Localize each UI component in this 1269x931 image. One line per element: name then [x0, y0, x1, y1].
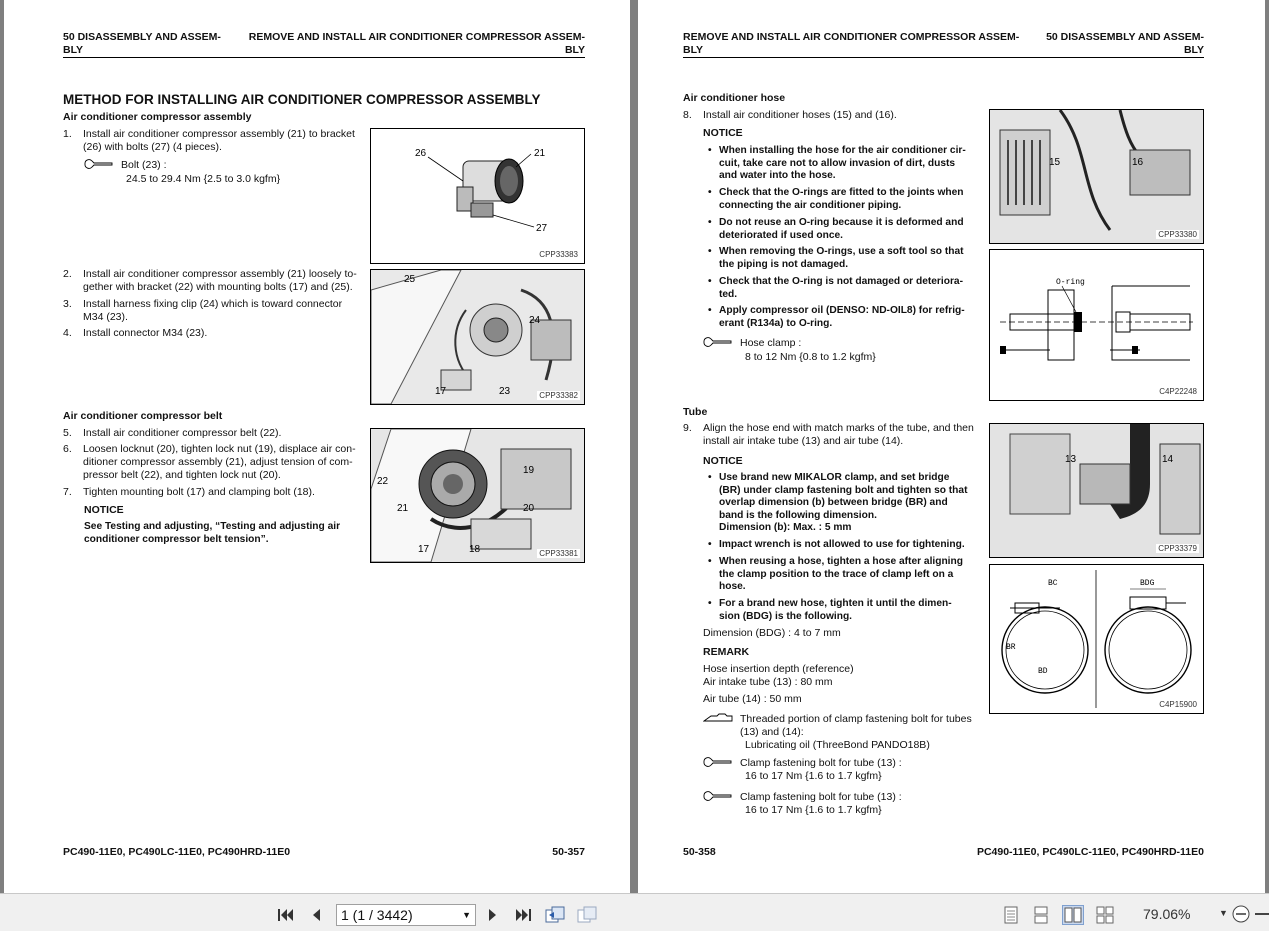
- bullet-text: erant (R134a) to O-ring.: [719, 317, 833, 329]
- bullet-text: sion (BDG) is the following.: [719, 610, 852, 622]
- fig7-label: BD: [1038, 667, 1048, 676]
- section-title-compressor-belt: Air conditioner compressor belt: [63, 410, 223, 422]
- compressor-illustration: [371, 129, 584, 263]
- step-text: gether with bracket (22) with mounting bolts (17) and (25).: [83, 281, 353, 293]
- step-text: ditioner compressor assembly (21), adjust tension of com-: [83, 456, 353, 468]
- wrench-torque-icon: [703, 337, 733, 347]
- step-number: 5.: [63, 427, 72, 439]
- page-left: [4, 0, 630, 893]
- remark-text: [703, 663, 854, 706]
- step-number: 2.: [63, 268, 72, 280]
- fig7-label: BC: [1048, 579, 1058, 588]
- step-number: 3.: [63, 298, 72, 310]
- wrench-torque-icon: [84, 159, 114, 169]
- bullet-text: (BR) under clamp fastening bolt and tighten so that: [719, 484, 968, 496]
- header-right-line2: BLY: [564, 44, 585, 56]
- footer-page-number: 50-357: [552, 846, 585, 858]
- remark-line: Hose insertion depth (reference): [703, 663, 854, 675]
- fig2-label: 25: [404, 274, 416, 285]
- zoom-slider[interactable]: [1255, 913, 1269, 915]
- step-number: 6.: [63, 443, 72, 455]
- notice-text-line: See Testing and adjusting, “Testing and adjusting air: [84, 521, 341, 532]
- fig3-label: 19: [523, 465, 535, 476]
- fig2-label: 17: [435, 386, 447, 397]
- continuous-facing-icon: [1096, 906, 1114, 924]
- step-text: M34 (23).: [83, 311, 128, 323]
- bullet-text: overlap dimension (b) between bridge (BR) and: [719, 497, 948, 508]
- step-text: (26) with bolts (27) (4 pieces).: [83, 141, 222, 153]
- first-page-icon: [277, 907, 295, 923]
- zoom-out-icon: [1231, 904, 1251, 924]
- back-view-button[interactable]: [544, 904, 568, 926]
- figure-code: CPP33379: [1158, 544, 1197, 553]
- bullet-text: the piping is not damaged.: [719, 258, 849, 270]
- bullet-text: deteriorated if used once.: [719, 229, 843, 241]
- step-text: Install harness fixing clip (24) which is toward connector: [83, 298, 343, 310]
- fig1-label: 26: [415, 148, 427, 159]
- notice-label: NOTICE: [703, 455, 743, 467]
- last-page-icon: [514, 907, 532, 923]
- figure-compressor-belt: [370, 428, 585, 563]
- bullet-text: band is the following dimension.: [719, 509, 877, 521]
- lubricant-line: Lubricating oil (ThreeBond PANDO18B): [745, 739, 930, 751]
- step-text: Install air conditioner compressor assembly (21) to bracket: [83, 128, 355, 140]
- step-text: install air intake tube (13) and air tube (14).: [703, 435, 904, 447]
- facing-view-button[interactable]: [1062, 905, 1084, 925]
- step-text: Tighten mounting bolt (17) and clamping bolt (18).: [83, 486, 315, 498]
- lubricant-line: (13) and (14):: [740, 726, 804, 738]
- fig4-label: 16: [1132, 157, 1144, 168]
- section-title-tube: Tube: [683, 406, 708, 418]
- fig7-label: BDG: [1140, 579, 1155, 588]
- header-left-line1: REMOVE AND INSTALL AIR CONDITIONER COMPRESSOR ASSEM-: [683, 31, 1020, 43]
- clamp-value: 16 to 17 Nm {1.6 to 1.7 kgfm}: [745, 770, 882, 782]
- bullet-text: When removing the O-rings, use a soft tool so that: [719, 246, 964, 257]
- oil-can-icon: [703, 713, 733, 723]
- bullet-text: the clamp position to the trace of clamp left on a: [719, 568, 954, 580]
- fig3-label: 20: [523, 503, 535, 514]
- bullet-text: hose.: [719, 581, 746, 592]
- dimension-bdg: Dimension (BDG) : 4 to 7 mm: [703, 627, 841, 639]
- bullet-text: Check that the O-rings are fitted to the joints when: [719, 187, 964, 198]
- wrench-torque-icon: [703, 757, 733, 767]
- section-title-ac-hose: Air conditioner hose: [683, 92, 786, 104]
- wrench-torque-icon: [703, 791, 733, 801]
- figure-code: CPP33380: [1158, 230, 1197, 239]
- fig2-label: 23: [499, 386, 511, 397]
- step-number: 9.: [683, 422, 692, 434]
- page-indicator: 1 (1 / 3442): [341, 907, 413, 923]
- step-number: 1.: [63, 128, 72, 140]
- step-number: 7.: [63, 486, 72, 498]
- zoom-out-button[interactable]: [1231, 904, 1251, 929]
- lubricant-line: Threaded portion of clamp fastening bolt for tubes: [740, 713, 972, 725]
- figure-ac-hoses: [989, 109, 1204, 244]
- forward-view-button[interactable]: [576, 904, 600, 926]
- header-left: [63, 31, 221, 57]
- fig6-label: 14: [1162, 454, 1174, 465]
- fig3-label: 21: [397, 503, 409, 514]
- fig1-label: 21: [534, 148, 546, 159]
- figure-bracket-mounting: [370, 269, 585, 405]
- footer-page-number: 50-358: [683, 846, 716, 858]
- prev-page-button[interactable]: [304, 904, 328, 926]
- clamp-value: 16 to 17 Nm {1.6 to 1.7 kgfm}: [745, 804, 882, 816]
- figure-code: C4P15900: [1159, 700, 1197, 709]
- fig1-label: 27: [536, 223, 548, 234]
- fig6-label: 13: [1065, 454, 1077, 465]
- fig3-label: 18: [469, 544, 481, 555]
- figure-clamp-diagram: [989, 564, 1204, 714]
- bullet-text: When installing the hose for the air conditioner cir-: [719, 145, 966, 156]
- prev-page-icon: [310, 907, 322, 923]
- step-text: Install connector M34 (23).: [83, 327, 208, 339]
- single-page-view-button[interactable]: [1000, 905, 1022, 925]
- bullet-text: and water into the hose.: [719, 170, 836, 181]
- header-right: [249, 31, 585, 57]
- bullet-text: Check that the O-ring is not damaged or deteriora-: [719, 276, 963, 287]
- header-right-line2: BLY: [1183, 44, 1204, 56]
- page-right: REMOVE AND INSTALL AIR CONDITIONER COMPRESSOR ASSEM- BLY 50 DISASSEMBLY AND ASSEM- BLY Air conditioner hose 8. Install air conditioner hoses (15) and (16). NOTICE • When installing the hose for the air conditioner cir- cuit, take care not to allow invasion of dirt, dusts and water into the hose. • Check that the O-rings are fitted to the joints when connecting the air conditioner piping. • Do not reuse an O-ring because it is deformed and deteriorated if used once. • When removing the O-rings, use a soft tool so that the piping is not damaged. • Check that the O-ring is not damaged or deteriora- ted. • Apply compressor oil (DENSO: ND-OIL8) for refrig- erant (R134a) to O-ring. Hose clamp : 8 to 12 Nm {0.8 to 1.2 kgfm} 15 16 CPP33380 O-ring C4P22248 Tube 9. Align the hose end with match marks of the tube, and then install air intake tube (13) and air tube (14). NOTICE • Use brand new MIKALOR clamp, and set bridge (BR) under clamp fastening bolt and tighten so that overlap dimension (b) between bridge (BR) and band is the following dimension. Dimension (b): Max. : 5 mm • Impact wrench is not allowed to use for tightening. • When reusing a hose, tighten a hose after aligning the clamp position to the trace of clamp left on a hose. • For a brand new hose, tighten it until the dimen- sion (BDG) is the following. Dimension (BDG) : 4 to 7 mm REMARK Hose insertion depth (reference) Air intake tube (13) : 80 mm Air tube (14) : 50 mm Threaded portion of clamp fastening bolt for tubes (13) and (14): Lubricating oil (ThreeBond PANDO18B) Clamp fastening bolt for tube (13) : 16 to 17 Nm {1.6 to 1.7 kgfm} Clamp fastening bolt for tube (13) : 16 to 17 Nm {1.6 to 1.7 kgfm} 13 14 CPP33379 BC BDG BR BD C4P15900 50-358 PC490-11E0, PC490LC-11E0, PC490HRD-11E0: [638, 0, 1265, 893]
- hose-clamp-value: 8 to 12 Nm {0.8 to 1.2 kgfm}: [745, 351, 876, 363]
- engine-bay-illustration: [371, 270, 584, 404]
- header-right-line1: REMOVE AND INSTALL AIR CONDITIONER COMPRESSOR ASSEM-: [248, 31, 585, 43]
- first-page-button[interactable]: [274, 904, 298, 926]
- bullet-text: When reusing a hose, tighten a hose after aligning: [719, 556, 963, 567]
- belt-illustration: [371, 429, 584, 562]
- header-left-line2: BLY: [63, 44, 84, 56]
- header-rule: [683, 57, 1204, 58]
- step-text: Install air conditioner compressor belt (22).: [83, 427, 282, 439]
- bolt-label: Bolt (23) :: [121, 159, 167, 171]
- remark-line: Air intake tube (13) : 80 mm: [703, 676, 833, 688]
- bullet-text: ted.: [719, 288, 738, 300]
- notice-text-line: conditioner compressor belt tension”.: [84, 533, 269, 545]
- figure-o-ring-diagram: [989, 249, 1204, 401]
- step-text: Install air conditioner compressor assembly (21) loosely to-: [83, 268, 357, 280]
- step-number: 4.: [63, 327, 72, 339]
- header-rule: [63, 57, 585, 58]
- bolt-torque-value: 24.5 to 29.4 Nm {2.5 to 3.0 kgfm}: [126, 173, 281, 185]
- bullet-text: Do not reuse an O-ring because it is deformed and: [719, 217, 964, 228]
- o-ring-drawing: [990, 250, 1203, 400]
- figure-code: C4P22248: [1159, 387, 1197, 396]
- bullet-text: Impact wrench is not allowed to use for tightening.: [719, 539, 965, 550]
- remark-label: REMARK: [703, 646, 750, 658]
- header-right: [1046, 31, 1204, 57]
- header-left: [683, 31, 1019, 57]
- notice-text: [84, 521, 362, 546]
- step-text: Align the hose end with match marks of the tube, and then: [703, 422, 974, 434]
- clamp-drawing: [990, 565, 1203, 713]
- figure-code: CPP33383: [539, 250, 578, 259]
- section-title-compressor-assembly: Air conditioner compressor assembly: [63, 111, 252, 123]
- fig3-label: 22: [377, 476, 389, 487]
- hoses-illustration: [990, 110, 1203, 243]
- fig2-label: 24: [529, 315, 541, 326]
- header-left-line1: 50 DISASSEMBLY AND ASSEM-: [63, 31, 221, 43]
- continuous-page-icon: [1034, 906, 1048, 924]
- previous-view-icon: [545, 906, 567, 924]
- footer-model: PC490-11E0, PC490LC-11E0, PC490HRD-11E0: [63, 846, 291, 858]
- notice-label: NOTICE: [84, 504, 124, 516]
- bullet-text: Apply compressor oil (DENSO: ND-OIL8) for refrig-: [719, 305, 965, 316]
- bullet-text: Dimension (b): Max. : 5 mm: [719, 522, 852, 533]
- clamp-label: Clamp fastening bolt for tube (13) :: [740, 757, 902, 769]
- next-page-button[interactable]: [481, 904, 505, 926]
- bullet-text: cuit, take care not to allow invasion of dirt, dusts: [719, 157, 956, 169]
- figure-tubes: [989, 423, 1204, 558]
- step-number: 8.: [683, 109, 692, 121]
- clamp-bolt-spec-1: [740, 757, 902, 783]
- footer-model: PC490-11E0, PC490LC-11E0, PC490HRD-11E0: [976, 846, 1204, 858]
- bullet-text: For a brand new hose, tighten it until the dimen-: [719, 598, 952, 609]
- figure-compressor-bracket: [370, 128, 585, 264]
- continuous-facing-view-button[interactable]: [1094, 905, 1116, 925]
- bullet-text: connecting the air conditioner piping.: [719, 199, 902, 211]
- fig7-label: BR: [1006, 643, 1016, 652]
- step-text: Loosen locknut (20), tighten lock nut (19), displace air con-: [83, 443, 356, 455]
- header-right-line1: 50 DISASSEMBLY AND ASSEM-: [1046, 31, 1204, 43]
- fig4-label: 15: [1049, 157, 1061, 168]
- zoom-level[interactable]: 79.06%: [1143, 906, 1191, 922]
- header-left-line2: BLY: [683, 44, 704, 56]
- figure-code: CPP33382: [539, 391, 578, 400]
- next-view-icon: [577, 906, 599, 924]
- notice-label: NOTICE: [703, 127, 743, 139]
- step-text: pressor belt (22), and tighten lock nut (20).: [83, 469, 281, 481]
- next-page-icon: [487, 907, 499, 923]
- continuous-view-button[interactable]: [1030, 905, 1052, 925]
- bullet-text: Use brand new MIKALOR clamp, and set bridge: [719, 472, 950, 483]
- hose-clamp-label: Hose clamp :: [740, 337, 802, 349]
- zoom-dropdown-icon[interactable]: ▼: [1219, 908, 1228, 918]
- last-page-button[interactable]: [511, 904, 535, 926]
- facing-pages-icon: [1064, 907, 1082, 923]
- fig5-label: O-ring: [1056, 278, 1085, 287]
- figure-code: CPP33381: [539, 549, 578, 558]
- tubes-illustration: [990, 424, 1203, 557]
- lubricant-spec: [740, 713, 972, 752]
- fig3-label: 17: [418, 544, 430, 555]
- step-text: Install air conditioner hoses (15) and (16).: [703, 109, 897, 121]
- page-number-select[interactable]: [336, 904, 476, 926]
- single-page-icon: [1004, 906, 1018, 924]
- clamp-bolt-spec-2: [740, 791, 902, 817]
- clamp-label: Clamp fastening bolt for tube (13) :: [740, 791, 902, 803]
- remark-line: Air tube (14) : 50 mm: [703, 693, 802, 705]
- page-title: METHOD FOR INSTALLING AIR CONDITIONER COMPRESSOR ASSEMBLY: [63, 92, 541, 107]
- chevron-down-icon: ▼: [462, 910, 471, 920]
